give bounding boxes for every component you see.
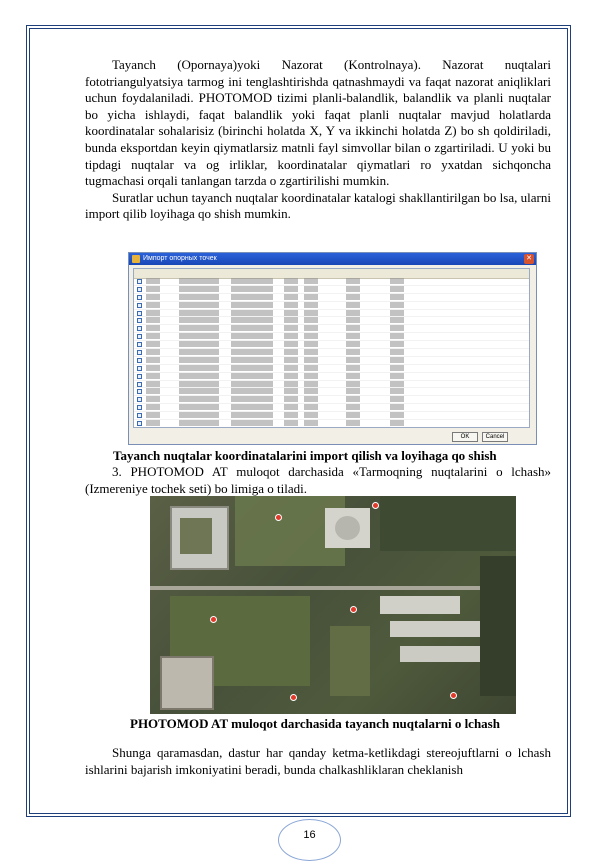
- table-cell: [284, 317, 298, 323]
- table-row: [134, 357, 529, 365]
- table-cell: [146, 325, 160, 331]
- table-cell: [284, 412, 298, 418]
- table-cell: [304, 412, 318, 418]
- row-checkbox: [137, 334, 142, 339]
- table-cell: [304, 294, 318, 300]
- table-cell: [304, 357, 318, 363]
- row-checkbox: [137, 421, 142, 426]
- table-cell: [231, 381, 273, 387]
- table-cell: [390, 373, 404, 379]
- table-cell: [304, 302, 318, 308]
- body-text-bottom: [85, 745, 551, 778]
- table-cell: [146, 310, 160, 316]
- table-cell: [346, 365, 360, 371]
- table-cell: [284, 294, 298, 300]
- table-cell: [346, 381, 360, 387]
- row-checkbox: [137, 295, 142, 300]
- table-cell: [231, 302, 273, 308]
- table-row: [134, 310, 529, 318]
- table-cell: [346, 286, 360, 292]
- table-cell: [284, 396, 298, 402]
- table-cell: [284, 404, 298, 410]
- control-point-marker: [350, 606, 357, 613]
- row-checkbox: [137, 382, 142, 387]
- table-cell: [284, 388, 298, 394]
- table-cell: [284, 310, 298, 316]
- row-checkbox: [137, 405, 142, 410]
- table-cell: [304, 310, 318, 316]
- table-cell: [179, 420, 219, 426]
- road: [150, 586, 516, 590]
- row-checkbox: [137, 389, 142, 394]
- table-cell: [231, 349, 273, 355]
- table-cell: [179, 412, 219, 418]
- table-cell: [346, 294, 360, 300]
- table-row: [134, 294, 529, 302]
- table-cell: [304, 373, 318, 379]
- table-cell: [179, 404, 219, 410]
- table-cell: [390, 404, 404, 410]
- table-cell: [346, 420, 360, 426]
- table-cell: [231, 286, 273, 292]
- table-cell: [390, 294, 404, 300]
- table-cell: [231, 294, 273, 300]
- row-checkbox: [137, 287, 142, 292]
- row-checkbox: [137, 366, 142, 371]
- table-cell: [304, 388, 318, 394]
- paragraph-2: Suratlar uchun tayanch nuqtalar koordinatalar katalogi shakllantirilgan bo lsa, ularni import qilib loyihaga qo shish mumkin.: [85, 190, 551, 223]
- table-row: [134, 373, 529, 381]
- table-cell: [346, 341, 360, 347]
- table-cell: [179, 341, 219, 347]
- building: [400, 646, 485, 662]
- table-cell: [304, 365, 318, 371]
- figure-caption-1: Tayanch nuqtalar koordinatalarini import qilish va loyihaga qo shish: [113, 448, 497, 464]
- import-points-dialog-screenshot: [128, 252, 537, 445]
- table-cell: [146, 373, 160, 379]
- table-cell: [146, 412, 160, 418]
- row-checkbox: [137, 279, 142, 284]
- table-cell: [304, 404, 318, 410]
- table-cell: [304, 317, 318, 323]
- table-cell: [284, 302, 298, 308]
- table-cell: [284, 373, 298, 379]
- page-number: 16: [279, 829, 340, 841]
- table-cell: [179, 317, 219, 323]
- table-row: [134, 317, 529, 325]
- table-cell: [231, 317, 273, 323]
- table-cell: [179, 286, 219, 292]
- table-cell: [284, 349, 298, 355]
- control-point-marker: [210, 616, 217, 623]
- table-cell: [284, 365, 298, 371]
- table-cell: [346, 310, 360, 316]
- table-cell: [179, 278, 219, 284]
- points-table-rows: [134, 278, 529, 428]
- trees: [380, 496, 516, 551]
- table-cell: [346, 317, 360, 323]
- table-row: [134, 404, 529, 412]
- row-checkbox: [137, 311, 142, 316]
- table-cell: [231, 420, 273, 426]
- table-cell: [304, 381, 318, 387]
- table-cell: [146, 381, 160, 387]
- page-number-badge: [278, 819, 341, 861]
- body-text-top: [85, 57, 551, 223]
- table-cell: [231, 365, 273, 371]
- table-cell: [179, 381, 219, 387]
- table-cell: [231, 278, 273, 284]
- table-cell: [231, 357, 273, 363]
- row-checkbox: [137, 413, 142, 418]
- table-cell: [179, 349, 219, 355]
- row-checkbox: [137, 374, 142, 379]
- table-cell: [390, 278, 404, 284]
- table-cell: [231, 341, 273, 347]
- table-row: [134, 341, 529, 349]
- table-cell: [346, 404, 360, 410]
- field: [330, 626, 370, 696]
- table-cell: [146, 396, 160, 402]
- dialog-titlebar: [129, 253, 536, 265]
- table-cell: [146, 294, 160, 300]
- building: [390, 621, 485, 637]
- control-point-marker: [372, 502, 379, 509]
- paragraph-1: Tayanch (Opornaya)yoki Nazorat (Kontrolnaya). Nazorat nuqtalari fototriangulyatsiya tarmog ini tenglashtirishda qatnashmaydi va faqat nazorat aniqliklari uchun foydalaniladi. PHOTOMOD tizimi planli-balandlik, balandlik va planli nuqtalar bo yicha ishlaydi, faqat balandlik yoki faqat planli nuqtalar mavjud holatlarda koordinatalar sohalarisiz (birinchi holatda X, Y va ikkinchi holatda Z) bo sh qoldiriladi, bunda eksportdan keyin qiymatlarsiz matnli fayl simvollar bilan o zgartiriladi. U yoki bu tipdagi nuqtalar va og irliklar, koordinatalar qiymatlari ro yxatdan sichqoncha tugmachasi orqali tanlangan tarzda o zgartirilishi mumkin.: [85, 57, 551, 190]
- paragraph-3: 3. PHOTOMOD AT muloqot darchasida «Tarmoqning nuqtalarini o lchash» (Izmereniye tochek seti) bo limiga o tiladi.: [85, 464, 551, 497]
- table-cell: [284, 341, 298, 347]
- table-cell: [390, 317, 404, 323]
- table-cell: [346, 278, 360, 284]
- table-cell: [146, 420, 160, 426]
- table-cell: [304, 325, 318, 331]
- table-cell: [146, 286, 160, 292]
- table-cell: [346, 333, 360, 339]
- trees: [480, 556, 516, 696]
- table-row: [134, 396, 529, 404]
- control-point-marker: [275, 514, 282, 521]
- table-cell: [346, 349, 360, 355]
- table-cell: [146, 333, 160, 339]
- table-cell: [231, 404, 273, 410]
- table-cell: [304, 396, 318, 402]
- table-cell: [390, 365, 404, 371]
- table-row: [134, 388, 529, 396]
- table-cell: [346, 325, 360, 331]
- table-cell: [284, 420, 298, 426]
- stadium: [335, 516, 360, 540]
- control-point-marker: [290, 694, 297, 701]
- table-cell: [346, 357, 360, 363]
- table-cell: [179, 388, 219, 394]
- table-row: [134, 349, 529, 357]
- table-cell: [231, 333, 273, 339]
- table-cell: [146, 404, 160, 410]
- table-cell: [179, 325, 219, 331]
- row-checkbox: [137, 342, 142, 347]
- table-cell: [390, 341, 404, 347]
- paragraph-4: Shunga qaramasdan, dastur har qanday ketma-ketlikdagi stereojuftlarni o lchash ishlarini bajarish imkoniyatini beradi, bunda chalkashliklaran cheklanish: [85, 745, 551, 778]
- control-point-marker: [450, 692, 457, 699]
- table-cell: [146, 357, 160, 363]
- table-cell: [179, 365, 219, 371]
- table-cell: [390, 286, 404, 292]
- table-row: [134, 420, 529, 428]
- table-row: [134, 365, 529, 373]
- table-cell: [231, 412, 273, 418]
- table-cell: [390, 310, 404, 316]
- building: [160, 656, 214, 710]
- points-table: [133, 268, 530, 428]
- dialog-title: Импорт опорных точек: [143, 255, 217, 262]
- table-cell: [304, 286, 318, 292]
- row-checkbox: [137, 397, 142, 402]
- table-cell: [146, 341, 160, 347]
- table-cell: [231, 388, 273, 394]
- close-icon: ✕: [524, 254, 534, 264]
- table-cell: [146, 349, 160, 355]
- table-cell: [346, 412, 360, 418]
- table-cell: [231, 373, 273, 379]
- row-checkbox: [137, 318, 142, 323]
- table-cell: [346, 396, 360, 402]
- table-cell: [390, 412, 404, 418]
- courtyard: [180, 518, 212, 554]
- table-cell: [390, 333, 404, 339]
- row-checkbox: [137, 303, 142, 308]
- body-text-middle: [85, 464, 551, 497]
- table-cell: [284, 357, 298, 363]
- table-cell: [390, 349, 404, 355]
- table-cell: [390, 388, 404, 394]
- row-checkbox: [137, 358, 142, 363]
- table-cell: [179, 373, 219, 379]
- table-cell: [231, 396, 273, 402]
- table-cell: [390, 381, 404, 387]
- table-cell: [390, 325, 404, 331]
- table-cell: [390, 396, 404, 402]
- table-cell: [179, 333, 219, 339]
- table-cell: [284, 325, 298, 331]
- table-cell: [146, 388, 160, 394]
- row-checkbox: [137, 326, 142, 331]
- table-cell: [284, 286, 298, 292]
- table-cell: [179, 294, 219, 300]
- table-cell: [284, 381, 298, 387]
- table-cell: [146, 302, 160, 308]
- table-row: [134, 381, 529, 389]
- table-cell: [346, 302, 360, 308]
- table-cell: [179, 396, 219, 402]
- table-cell: [390, 420, 404, 426]
- table-cell: [179, 310, 219, 316]
- table-row: [134, 325, 529, 333]
- table-cell: [146, 278, 160, 284]
- table-cell: [304, 420, 318, 426]
- table-cell: [231, 310, 273, 316]
- satellite-image: [150, 496, 516, 714]
- row-checkbox: [137, 350, 142, 355]
- table-cell: [284, 333, 298, 339]
- table-cell: [304, 349, 318, 355]
- building: [380, 596, 460, 614]
- table-cell: [146, 365, 160, 371]
- table-cell: [304, 341, 318, 347]
- table-cell: [346, 388, 360, 394]
- figure-caption-2: PHOTOMOD AT muloqot darchasida tayanch nuqtalarni o lchash: [130, 716, 500, 732]
- table-row: [134, 278, 529, 286]
- table-cell: [390, 302, 404, 308]
- table-cell: [179, 357, 219, 363]
- table-cell: [231, 325, 273, 331]
- table-row: [134, 333, 529, 341]
- table-row: [134, 412, 529, 420]
- table-cell: [390, 357, 404, 363]
- table-cell: [304, 333, 318, 339]
- table-cell: [346, 373, 360, 379]
- dialog-app-icon: [132, 255, 140, 263]
- table-row: [134, 286, 529, 294]
- table-cell: [304, 278, 318, 284]
- table-cell: [146, 317, 160, 323]
- ok-button: OK: [452, 432, 478, 442]
- table-row: [134, 302, 529, 310]
- cancel-button: Cancel: [482, 432, 508, 442]
- table-cell: [179, 302, 219, 308]
- table-cell: [284, 278, 298, 284]
